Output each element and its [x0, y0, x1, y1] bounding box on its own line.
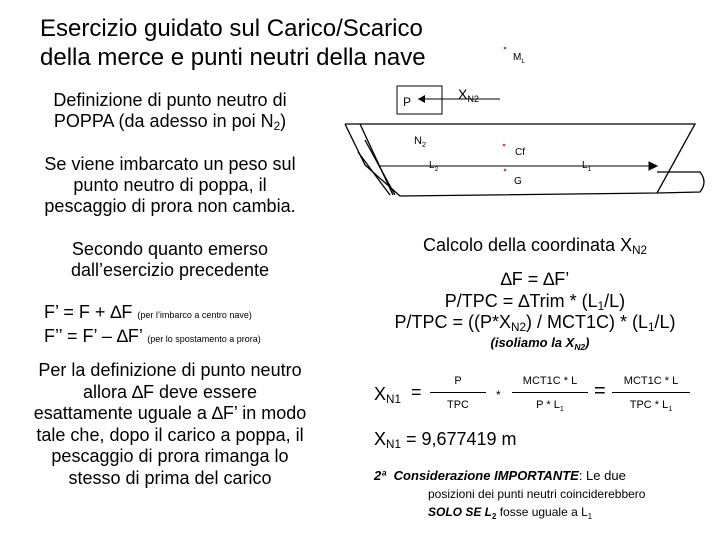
note-title: Considerazione IMPORTANTE [393, 468, 579, 483]
important-note [374, 467, 708, 521]
imbarco-line-3: pescaggio di prora non cambia. [44, 196, 296, 216]
note-line-1: 2ª Considerazione IMPORTANTE: Le due [374, 468, 626, 483]
ml-marker [504, 47, 507, 50]
label-ml: $M_L$ [513, 52, 525, 65]
fraction-3-denominator: TPC * $L_1$ [612, 392, 690, 411]
formula-1-note: (per l’imbarco a centro nave) [137, 310, 252, 320]
note-line-3: SOLO SE $L_2$ fosse uguale a $L_1$ [428, 505, 593, 521]
definition-2-line-4: tale che, dopo il carico a poppa, il [36, 424, 304, 445]
hull [345, 124, 704, 196]
label-cf: Cf [515, 147, 525, 158]
times-sign: * [496, 388, 501, 402]
g-marker [504, 169, 507, 172]
definition-2-line-2: allora ∆F deve essere [82, 381, 258, 402]
title-line-1: Esercizio guidato sul Carico/Scarico [40, 15, 423, 42]
imbarco-line-1: Se viene imbarcato un peso sul [44, 154, 296, 174]
fraction-3 [612, 375, 690, 411]
fraction-2-numerator: MCT1C * L [522, 375, 578, 387]
equals-1: = [411, 382, 422, 402]
label-l1: $L_1$ [582, 160, 592, 173]
calc-title: Calcolo della coordinata $X_{N2}$ [422, 235, 648, 257]
secondo-line-2: dall’esercizio precedente [70, 260, 270, 280]
equation-1: ∆F = ∆F’ [500, 269, 570, 289]
result: $X_{N1} = 9,677419$ m [374, 429, 517, 451]
xn1-symbol: $X_{N1}$ [374, 384, 401, 406]
cf-marker [503, 144, 506, 147]
fraction-3-numerator: MCT1C * L [623, 375, 679, 387]
fraction-1 [430, 375, 486, 411]
label-g: G [514, 176, 522, 187]
definition-2-line-6: stesso di prima del carico [68, 467, 272, 488]
label-l2: $L_2$ [429, 160, 439, 173]
note-line-2: posizioni dei punti neutri coinciderebbero [428, 487, 646, 501]
equation-3: $P/TPC = ((P*X_{N2}) / MCT1C) * (L_1/L)$ [394, 312, 676, 334]
label-xn2: $X_{N2}$ [458, 86, 479, 104]
weight-p [397, 86, 500, 114]
formula-2: F’’ = F’ – ∆F’ (per lo spostamento a prora) [44, 326, 261, 346]
title-line-2: della merce e punti neutri della nave [40, 44, 426, 71]
isolate-note: (isoliamo la $X_{N2}$) [490, 335, 590, 352]
label-p: P [403, 95, 412, 109]
waterline-l [380, 160, 657, 173]
definition-2-line-1: Per la definizione di punto neutro [38, 360, 302, 380]
definition-line-1: Definizione di punto neutro di [53, 90, 287, 110]
imbarco-line-2: punto neutro di poppa, il [73, 175, 267, 195]
equals-2: = [594, 380, 606, 402]
fraction-2-denominator: P * $L_1$ [512, 392, 588, 411]
formula-1: F’ = F + ∆F (per l’imbarco a centro nave) [44, 302, 252, 322]
fraction-1-denominator: TPC [430, 392, 486, 411]
equation-2: P/TPC = ∆Trim * $(L_1/L)$ [444, 291, 626, 313]
label-n2: $N_2$ [414, 135, 426, 149]
fraction-2 [512, 375, 588, 411]
secondo-line-1: Secondo quanto emerso [71, 239, 269, 259]
fraction-1-numerator: P [454, 375, 462, 387]
definition-2-line-5: pescaggio di prora rimanga lo [51, 446, 289, 466]
formula-2-note: (per lo spostamento a prora) [147, 334, 261, 344]
definition-line-2: POPPA (da adesso in poi $N_2$) [53, 111, 287, 133]
definition-2-line-3: esattamente uguale a ∆F’ in modo [33, 403, 307, 423]
